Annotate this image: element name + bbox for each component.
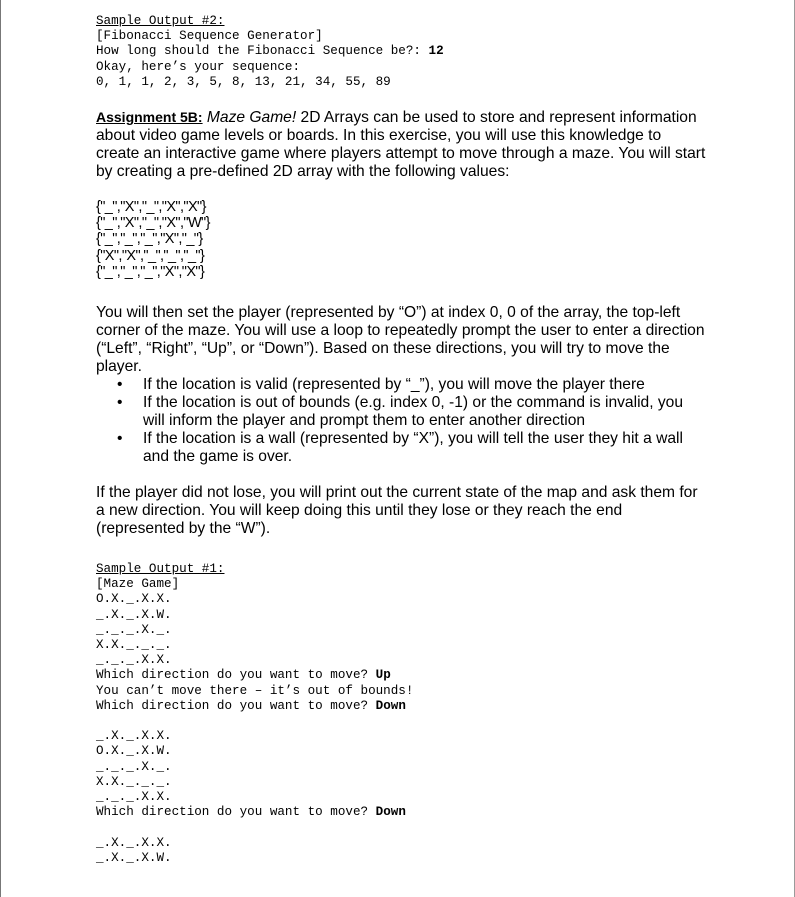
array-row: {"_","X","_","X","W"} xyxy=(96,215,210,232)
console-line: Which direction do you want to move? Down xyxy=(96,805,406,820)
game-loop-instructions: If the player did not lose, you will print out the current state of the map and ask them for a new direction. You will keep doing this until they lose or they reach the end (represented by the “W”). xyxy=(96,484,698,538)
array-row: {"X","X","_","_","_"} xyxy=(96,247,205,264)
console-line: Which direction do you want to move? Up xyxy=(96,668,391,683)
player-instructions: You will then set the player (represented by “O”) at index 0, 0 of the array, the top-left corner of the maze. You will use a loop to repeatedly prompt the user to enter a direction (“Left”, “Right”, “Up”, or “Down”). Based on these directions, you will try to move the player. xyxy=(96,304,705,376)
map-row: _._._.X.X. xyxy=(96,790,172,805)
rules-list xyxy=(96,376,708,466)
console-line: You can’t move there – it’s out of bounds! xyxy=(96,683,414,698)
blank-line xyxy=(96,714,708,729)
user-input: Down xyxy=(375,805,406,820)
console-line: [Fibonacci Sequence Generator] xyxy=(96,29,323,44)
console-line: Okay, here’s your sequence: xyxy=(96,59,301,74)
assignment-intro-text: 2D Arrays can be used to store and represent information about video game levels or boards. In this exercise, you will use this knowledge to create an interactive game where players attempt to move through a maze. You will start by creating a pre-defined 2D array with the following values: xyxy=(96,109,706,181)
assignment-name: Maze Game! xyxy=(206,109,297,127)
array-row: {"_","X","_","X","X"} xyxy=(96,199,206,216)
map-row: _.X._.X.X. xyxy=(96,729,172,744)
map-row: _._._.X._. xyxy=(96,622,172,637)
map-row: _.X._.X.W. xyxy=(96,850,172,865)
rule-item: • If the location is out of bounds (e.g. index 0, -1) or the command is invalid, you will inform the player and prompt them to enter another direction xyxy=(143,394,708,430)
console-line: How long should the Fibonacci Sequence be?: 12 xyxy=(96,44,444,59)
array-row: {"_","_","_","X","_"} xyxy=(96,231,203,248)
rule-item: • If the location is valid (represented by “_”), you will move the player there xyxy=(143,376,708,394)
assignment-intro xyxy=(96,108,708,181)
assignment-label: Assignment 5B: xyxy=(96,109,203,126)
map-row: X.X._._._. xyxy=(96,638,172,653)
blank-line xyxy=(96,820,708,835)
user-input: Up xyxy=(375,668,391,683)
sample-output-1 xyxy=(96,562,708,866)
document-page xyxy=(96,14,708,866)
console-line: [Maze Game] xyxy=(96,577,180,592)
user-input: Down xyxy=(375,698,406,713)
array-row: {"_","_","_","X","X"} xyxy=(96,263,205,280)
map-row: X.X._._._. xyxy=(96,774,172,789)
map-row: O.X._.X.X. xyxy=(96,592,172,607)
console-line: Which direction do you want to move? Down xyxy=(96,698,406,713)
sample-output-2-heading: Sample Output #2: xyxy=(96,14,225,28)
map-row: _.X._.X.X. xyxy=(96,835,172,850)
map-row: O.X._.X.W. xyxy=(96,744,172,759)
maze-array-definition xyxy=(96,199,708,280)
map-row: _._._.X.X. xyxy=(96,653,172,668)
sample-output-1-heading: Sample Output #1: xyxy=(96,562,225,577)
sample-output-2 xyxy=(96,14,708,90)
map-row: _.X._.X.W. xyxy=(96,607,172,622)
map-row: _._._.X._. xyxy=(96,759,172,774)
user-input: 12 xyxy=(428,44,444,59)
page-left-edge xyxy=(0,0,1,897)
rule-item: • If the location is a wall (represented by “X”), you will tell the user they hit a wall and the game is over. xyxy=(143,430,708,466)
console-line: 0, 1, 1, 2, 3, 5, 8, 13, 21, 34, 55, 89 xyxy=(96,74,391,89)
